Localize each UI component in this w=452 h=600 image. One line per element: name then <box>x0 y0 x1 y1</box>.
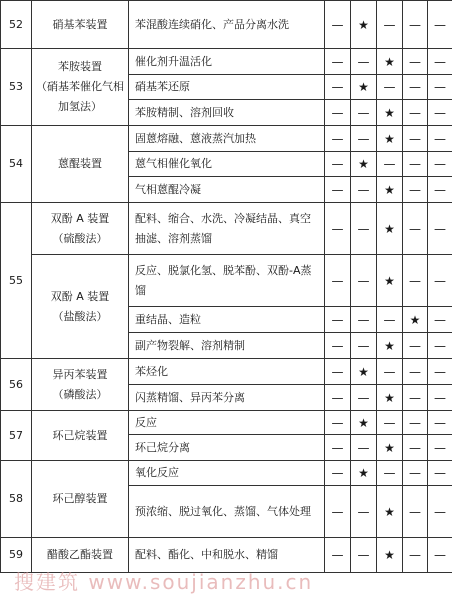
process-description: 苯烃化 <box>129 359 325 385</box>
dash-mark: — <box>428 75 452 100</box>
watermark-text: 搜建筑 www.soujianzhu.cn <box>14 570 314 594</box>
star-mark: ★ <box>377 333 403 359</box>
dash-mark: — <box>403 411 428 435</box>
dash-mark: — <box>325 126 351 152</box>
dash-mark: — <box>403 75 428 100</box>
table-row <box>1 49 452 75</box>
star-mark: ★ <box>351 152 377 177</box>
device-name: 环己烷装置 <box>32 411 129 461</box>
dash-mark: — <box>428 359 452 385</box>
device-name: 蒽醌装置 <box>32 126 129 203</box>
device-name: 环己醇装置 <box>32 461 129 538</box>
star-mark: ★ <box>377 538 403 573</box>
dash-mark: — <box>377 461 403 486</box>
dash-mark: — <box>403 152 428 177</box>
process-description: 重结晶、造粒 <box>129 307 325 333</box>
process-description: 环己烷分离 <box>129 435 325 461</box>
dash-mark: — <box>377 411 403 435</box>
dash-mark: — <box>403 385 428 411</box>
dash-mark: — <box>325 333 351 359</box>
process-description: 配料、酯化、中和脱水、精馏 <box>129 538 325 573</box>
process-description: 闪蒸精馏、异丙苯分离 <box>129 385 325 411</box>
table-row <box>1 203 452 255</box>
item-number: 58 <box>1 461 32 538</box>
dash-mark: — <box>403 359 428 385</box>
dash-mark: — <box>351 49 377 75</box>
dash-mark: — <box>325 49 351 75</box>
dash-mark: — <box>403 203 428 255</box>
star-mark: ★ <box>377 126 403 152</box>
star-mark: ★ <box>351 411 377 435</box>
dash-mark: — <box>325 486 351 538</box>
dash-mark: — <box>403 538 428 573</box>
star-mark: ★ <box>377 203 403 255</box>
dash-mark: — <box>403 333 428 359</box>
dash-mark: — <box>351 126 377 152</box>
item-number: 56 <box>1 359 32 411</box>
dash-mark: — <box>403 461 428 486</box>
device-name: 苯胺装置 （硝基苯催化气相加氢法） <box>32 49 129 126</box>
dash-mark: — <box>377 359 403 385</box>
dash-mark: — <box>325 1 351 49</box>
dash-mark: — <box>403 1 428 49</box>
dash-mark: — <box>351 435 377 461</box>
table-row <box>1 1 452 49</box>
dash-mark: — <box>428 126 452 152</box>
dash-mark: — <box>403 177 428 203</box>
dash-mark: — <box>325 255 351 307</box>
dash-mark: — <box>325 177 351 203</box>
dash-mark: — <box>377 1 403 49</box>
dash-mark: — <box>325 307 351 333</box>
dash-mark: — <box>351 307 377 333</box>
dash-mark: — <box>403 255 428 307</box>
item-number: 55 <box>1 203 32 359</box>
dash-mark: — <box>325 461 351 486</box>
star-mark: ★ <box>351 1 377 49</box>
dash-mark: — <box>428 307 452 333</box>
dash-mark: — <box>403 486 428 538</box>
dash-mark: — <box>428 486 452 538</box>
dash-mark: — <box>403 49 428 75</box>
item-number: 57 <box>1 411 32 461</box>
process-description: 硝基苯还原 <box>129 75 325 100</box>
dash-mark: — <box>428 538 452 573</box>
dash-mark: — <box>325 152 351 177</box>
device-name: 硝基苯装置 <box>32 1 129 49</box>
process-description: 反应、脱氯化氢、脱苯酚、双酚-A蒸馏 <box>129 255 325 307</box>
dash-mark: — <box>428 152 452 177</box>
dash-mark: — <box>351 203 377 255</box>
device-name: 醋酸乙酯装置 <box>32 538 129 573</box>
dash-mark: — <box>325 411 351 435</box>
process-description: 配料、缩合、水洗、冷凝结晶、真空抽滤、溶剂蒸馏 <box>129 203 325 255</box>
dash-mark: — <box>428 461 452 486</box>
dash-mark: — <box>351 255 377 307</box>
process-description: 反应 <box>129 411 325 435</box>
star-mark: ★ <box>351 461 377 486</box>
dash-mark: — <box>325 203 351 255</box>
dash-mark: — <box>403 435 428 461</box>
dash-mark: — <box>351 333 377 359</box>
star-mark: ★ <box>377 100 403 126</box>
dash-mark: — <box>351 385 377 411</box>
process-description: 苯胺精制、溶剂回收 <box>129 100 325 126</box>
process-description: 苯混酸连续硝化、产品分离水洗 <box>129 1 325 49</box>
process-description: 氧化反应 <box>129 461 325 486</box>
dash-mark: — <box>325 538 351 573</box>
star-mark: ★ <box>377 255 403 307</box>
item-number: 59 <box>1 538 32 573</box>
process-description: 副产物裂解、溶剂精制 <box>129 333 325 359</box>
dash-mark: — <box>428 435 452 461</box>
star-mark: ★ <box>377 177 403 203</box>
dash-mark: — <box>351 538 377 573</box>
table-row <box>1 538 452 573</box>
dash-mark: — <box>428 1 452 49</box>
dash-mark: — <box>403 100 428 126</box>
star-mark: ★ <box>377 385 403 411</box>
item-number: 53 <box>1 49 32 126</box>
star-mark: ★ <box>351 75 377 100</box>
item-number: 54 <box>1 126 32 203</box>
dash-mark: — <box>428 49 452 75</box>
process-description: 催化剂升温活化 <box>129 49 325 75</box>
dash-mark: — <box>351 100 377 126</box>
dash-mark: — <box>325 385 351 411</box>
process-description: 固蒽熔融、蒽液蒸汽加热 <box>129 126 325 152</box>
dash-mark: — <box>428 100 452 126</box>
table-row <box>1 461 452 486</box>
device-name: 双酚 A 装置 （硫酸法） <box>32 203 129 255</box>
star-mark: ★ <box>377 486 403 538</box>
star-mark: ★ <box>351 359 377 385</box>
dash-mark: — <box>377 75 403 100</box>
dash-mark: — <box>428 203 452 255</box>
dash-mark: — <box>377 307 403 333</box>
dash-mark: — <box>428 411 452 435</box>
dash-mark: — <box>428 333 452 359</box>
dash-mark: — <box>428 385 452 411</box>
device-name: 双酚 A 装置 （盐酸法） <box>32 255 129 359</box>
process-description: 蒽气相催化氧化 <box>129 152 325 177</box>
table-row <box>1 359 452 385</box>
process-description: 预浓缩、脱过氧化、蒸馏、气体处理 <box>129 486 325 538</box>
dash-mark: — <box>325 359 351 385</box>
table-row <box>1 255 452 307</box>
dash-mark: — <box>325 100 351 126</box>
dash-mark: — <box>428 255 452 307</box>
table-row <box>1 126 452 152</box>
item-number: 52 <box>1 1 32 49</box>
star-mark: ★ <box>377 435 403 461</box>
dash-mark: — <box>428 177 452 203</box>
star-mark: ★ <box>403 307 428 333</box>
table-row <box>1 411 452 435</box>
dash-mark: — <box>351 177 377 203</box>
process-description: 气相蒽醌冷凝 <box>129 177 325 203</box>
dash-mark: — <box>325 435 351 461</box>
dash-mark: — <box>325 75 351 100</box>
dash-mark: — <box>351 486 377 538</box>
device-name: 异丙苯装置 （磷酸法） <box>32 359 129 411</box>
dash-mark: — <box>403 126 428 152</box>
dash-mark: — <box>377 152 403 177</box>
star-mark: ★ <box>377 49 403 75</box>
